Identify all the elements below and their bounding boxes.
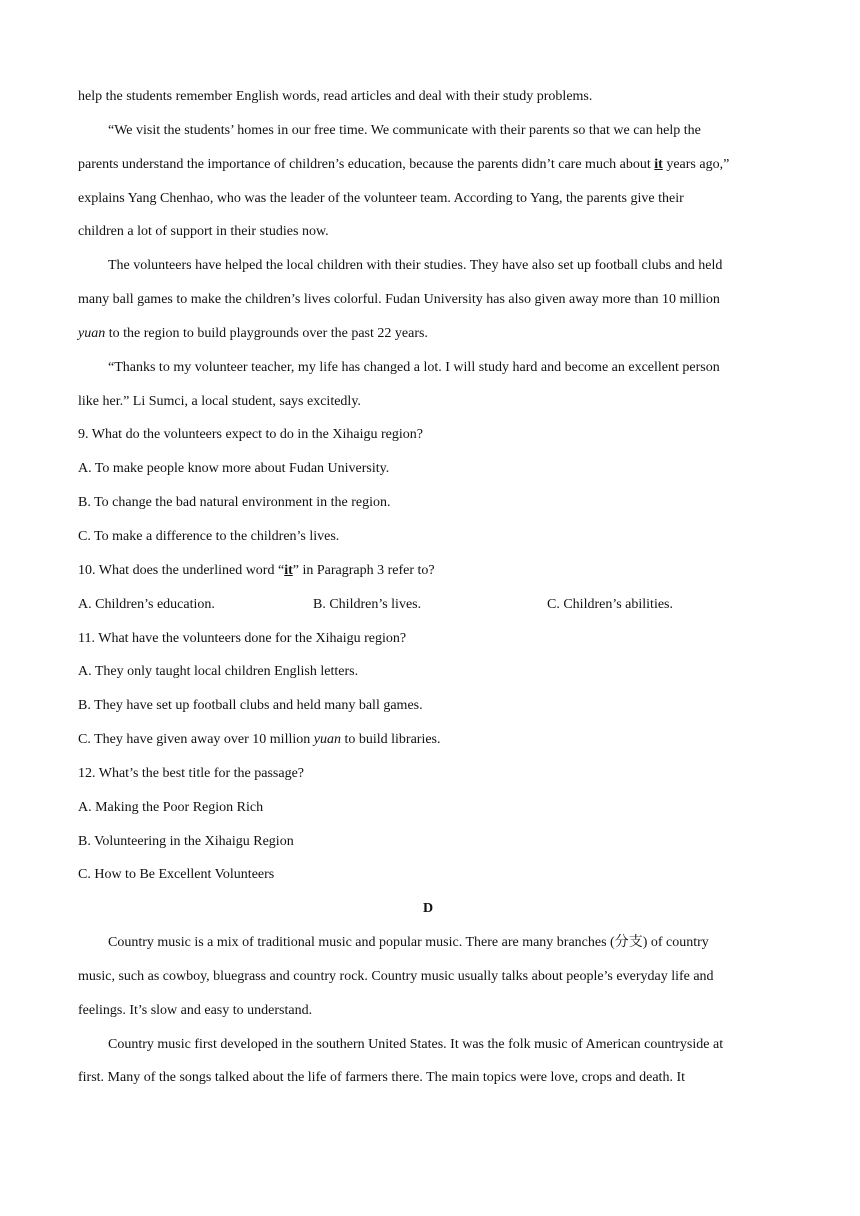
passage-c-line-4: explains Yang Chenhao, who was the leader of the volunteer team. According to Yang, the parents give their [78, 190, 684, 206]
passage-c-line-6: The volunteers have helped the local children with their studies. They have also set up football clubs and held [108, 258, 723, 274]
text-run: C. They have given away over 10 million [78, 732, 314, 748]
question-10-stem [78, 554, 778, 588]
question-9-option-c: C. To make a difference to the children’s lives. [78, 528, 340, 544]
passage-c-line-3 [78, 148, 778, 182]
question-12-option-b: B. Volunteering in the Xihaigu Region [78, 833, 294, 849]
italic-word-yuan: yuan [313, 732, 341, 748]
text-run: parents understand the importance of children’s education, because the parents didn’t care much about [78, 156, 655, 172]
document-page [78, 80, 778, 1095]
question-10-option-c: C. Children’s abilities. [547, 596, 673, 612]
passage-c-line-8 [78, 317, 778, 351]
section-heading-d: D [422, 901, 434, 917]
passage-d-p1-line-2: music, such as cowboy, bluegrass and country rock. Country music usually talks about people’s everyday life and [78, 968, 714, 984]
passage-c-line-2: “We visit the students’ homes in our free time. We communicate with their parents so that we can help the [108, 122, 701, 138]
question-10-options [78, 588, 778, 622]
underlined-word-it: it [654, 156, 663, 172]
question-12-option-a: A. Making the Poor Region Rich [78, 799, 264, 815]
question-12-option-c: C. How to Be Excellent Volunteers [78, 867, 275, 883]
question-9-option-a: A. To make people know more about Fudan University. [78, 461, 390, 477]
question-11-option-b: B. They have set up football clubs and held many ball games. [78, 698, 423, 714]
passage-d-p2-line-1: Country music first developed in the southern United States. It was the folk music of American countryside at [108, 1036, 724, 1052]
question-9-option-b: B. To change the bad natural environment in the region. [78, 495, 391, 511]
question-12-stem: 12. What’s the best title for the passage? [78, 765, 305, 781]
passage-c-line-9: “Thanks to my volunteer teacher, my life has changed a lot. I will study hard and become an excellent person [108, 359, 720, 375]
passage-d-p1-line-1: Country music is a mix of traditional music and popular music. There are many branches (分支) of country [108, 935, 709, 951]
question-9-stem: 9. What do the volunteers expect to do in the Xihaigu region? [78, 427, 423, 443]
italic-word-yuan: yuan [78, 325, 106, 341]
passage-d-p2-line-2: first. Many of the songs talked about the life of farmers there. The main topics were love, crops and death. It [78, 1070, 685, 1086]
passage-d-p1-line-3: feelings. It’s slow and easy to understand. [78, 1002, 313, 1018]
passage-c-line-5: children a lot of support in their studies now. [78, 224, 329, 240]
question-10-option-b: B. Children’s lives. [313, 596, 422, 612]
passage-c-line-7: many ball games to make the children’s lives colorful. Fudan University has also given away more than 10 million [78, 292, 720, 308]
passage-c-line-1: help the students remember English words, read articles and deal with their study problems. [78, 89, 593, 104]
text-run: 10. What does the underlined word “ [78, 562, 285, 578]
text-run: years ago,” [662, 156, 730, 172]
underlined-word-it: it [284, 562, 293, 578]
text-run: to the region to build playgrounds over the past 22 years. [105, 325, 428, 341]
text-run: to build libraries. [340, 732, 441, 748]
question-11-stem: 11. What have the volunteers done for the Xihaigu region? [78, 630, 407, 646]
passage-c-line-10: like her.” Li Sumci, a local student, says excitedly. [78, 393, 361, 409]
text-run: ” in Paragraph 3 refer to? [292, 562, 435, 578]
question-11-option-a: A. They only taught local children English letters. [78, 664, 359, 680]
question-11-option-c [78, 723, 778, 757]
question-10-option-a: A. Children’s education. [78, 596, 215, 612]
